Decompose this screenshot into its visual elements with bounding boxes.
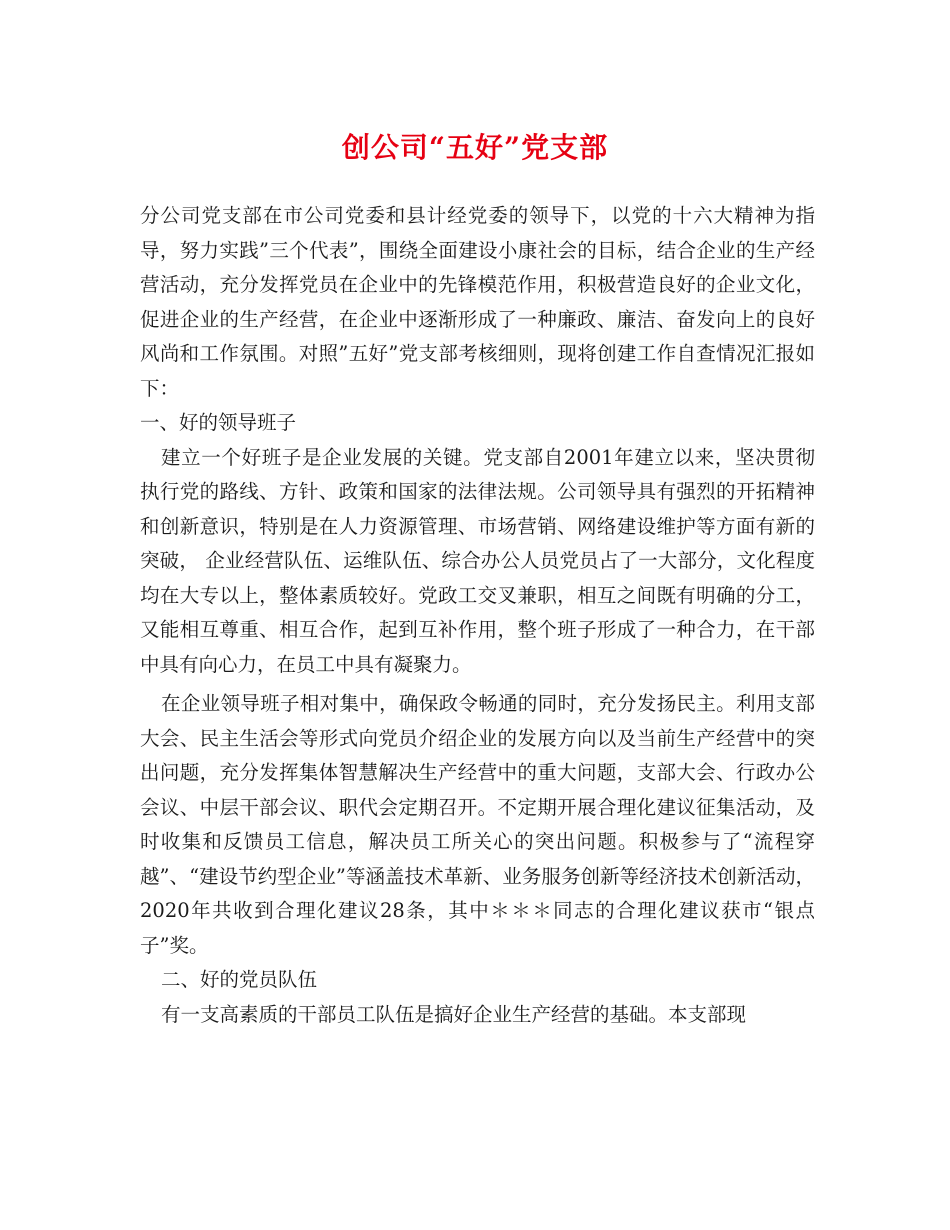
section-heading-leadership: 一、好的领导班子 xyxy=(140,411,297,434)
leadership-paragraph-2: 在企业领导班子相对集中，确保政令畅通的同时，充分发扬民主。利用支部大会、民主生活会等形式向党员介绍企业的发展方向以及当前生产经营中的突出问题，充分发挥集体智慧解决生产经营中的重大问题，支部大会、行政办公会议、中层干部会议、职代会定期召开。不定期开展合理化建议征集活动，及时收集和反馈员工信息，解决员工所关心的突出问题。积极参与了“流程穿越”、“建设节约型企业”等涵盖技术革新、业务服务创新等经济技术创新活动，2020年共收到合理化建议28条，其中＊＊＊同志的合理化建议获市“银点子”奖。 xyxy=(140,692,815,957)
document-body xyxy=(140,199,815,1032)
section-heading-members: 二、好的党员队伍 xyxy=(161,968,318,991)
document-title: 创公司“五好”党支部 xyxy=(341,131,609,164)
leadership-paragraph-1: 建立一个好班子是企业发展的关键。党支部自2001年建立以来，坚决贯彻执行党的路线、方针、政策和国家的法律法规。公司领导具有强烈的开拓精神和创新意识，特别是在人力资源管理、市场营销、网络建设维护等方面有新的突破， 企业经营队伍、运维队伍、综合办公人员党员占了一大部分，文化程度均在大专以上，整体素质较好。党政工交叉兼职，相互之间既有明确的分工，又能相互尊重、相互合作，起到互补作用，整个班子形成了一种合力，在干部中具有向心力，在员工中具有凝聚力。 xyxy=(140,445,815,676)
intro-paragraph: 分公司党支部在市公司党委和县计经党委的领导下，以党的十六大精神为指导，努力实践”三个代表”，围绕全面建设小康社会的目标，结合企业的生产经营活动，充分发挥党员在企业中的先锋模范作用，积极营造良好的企业文化，促进企业的生产经营，在企业中逐渐形成了一种廉政、廉洁、奋发向上的良好风尚和工作氛围。对照”五好”党支部考核细则，现将创建工作自查情况汇报如下： xyxy=(140,204,815,400)
members-paragraph-1: 有一支高素质的干部员工队伍是搞好企业生产经营的基础。本支部现 xyxy=(161,1002,747,1026)
